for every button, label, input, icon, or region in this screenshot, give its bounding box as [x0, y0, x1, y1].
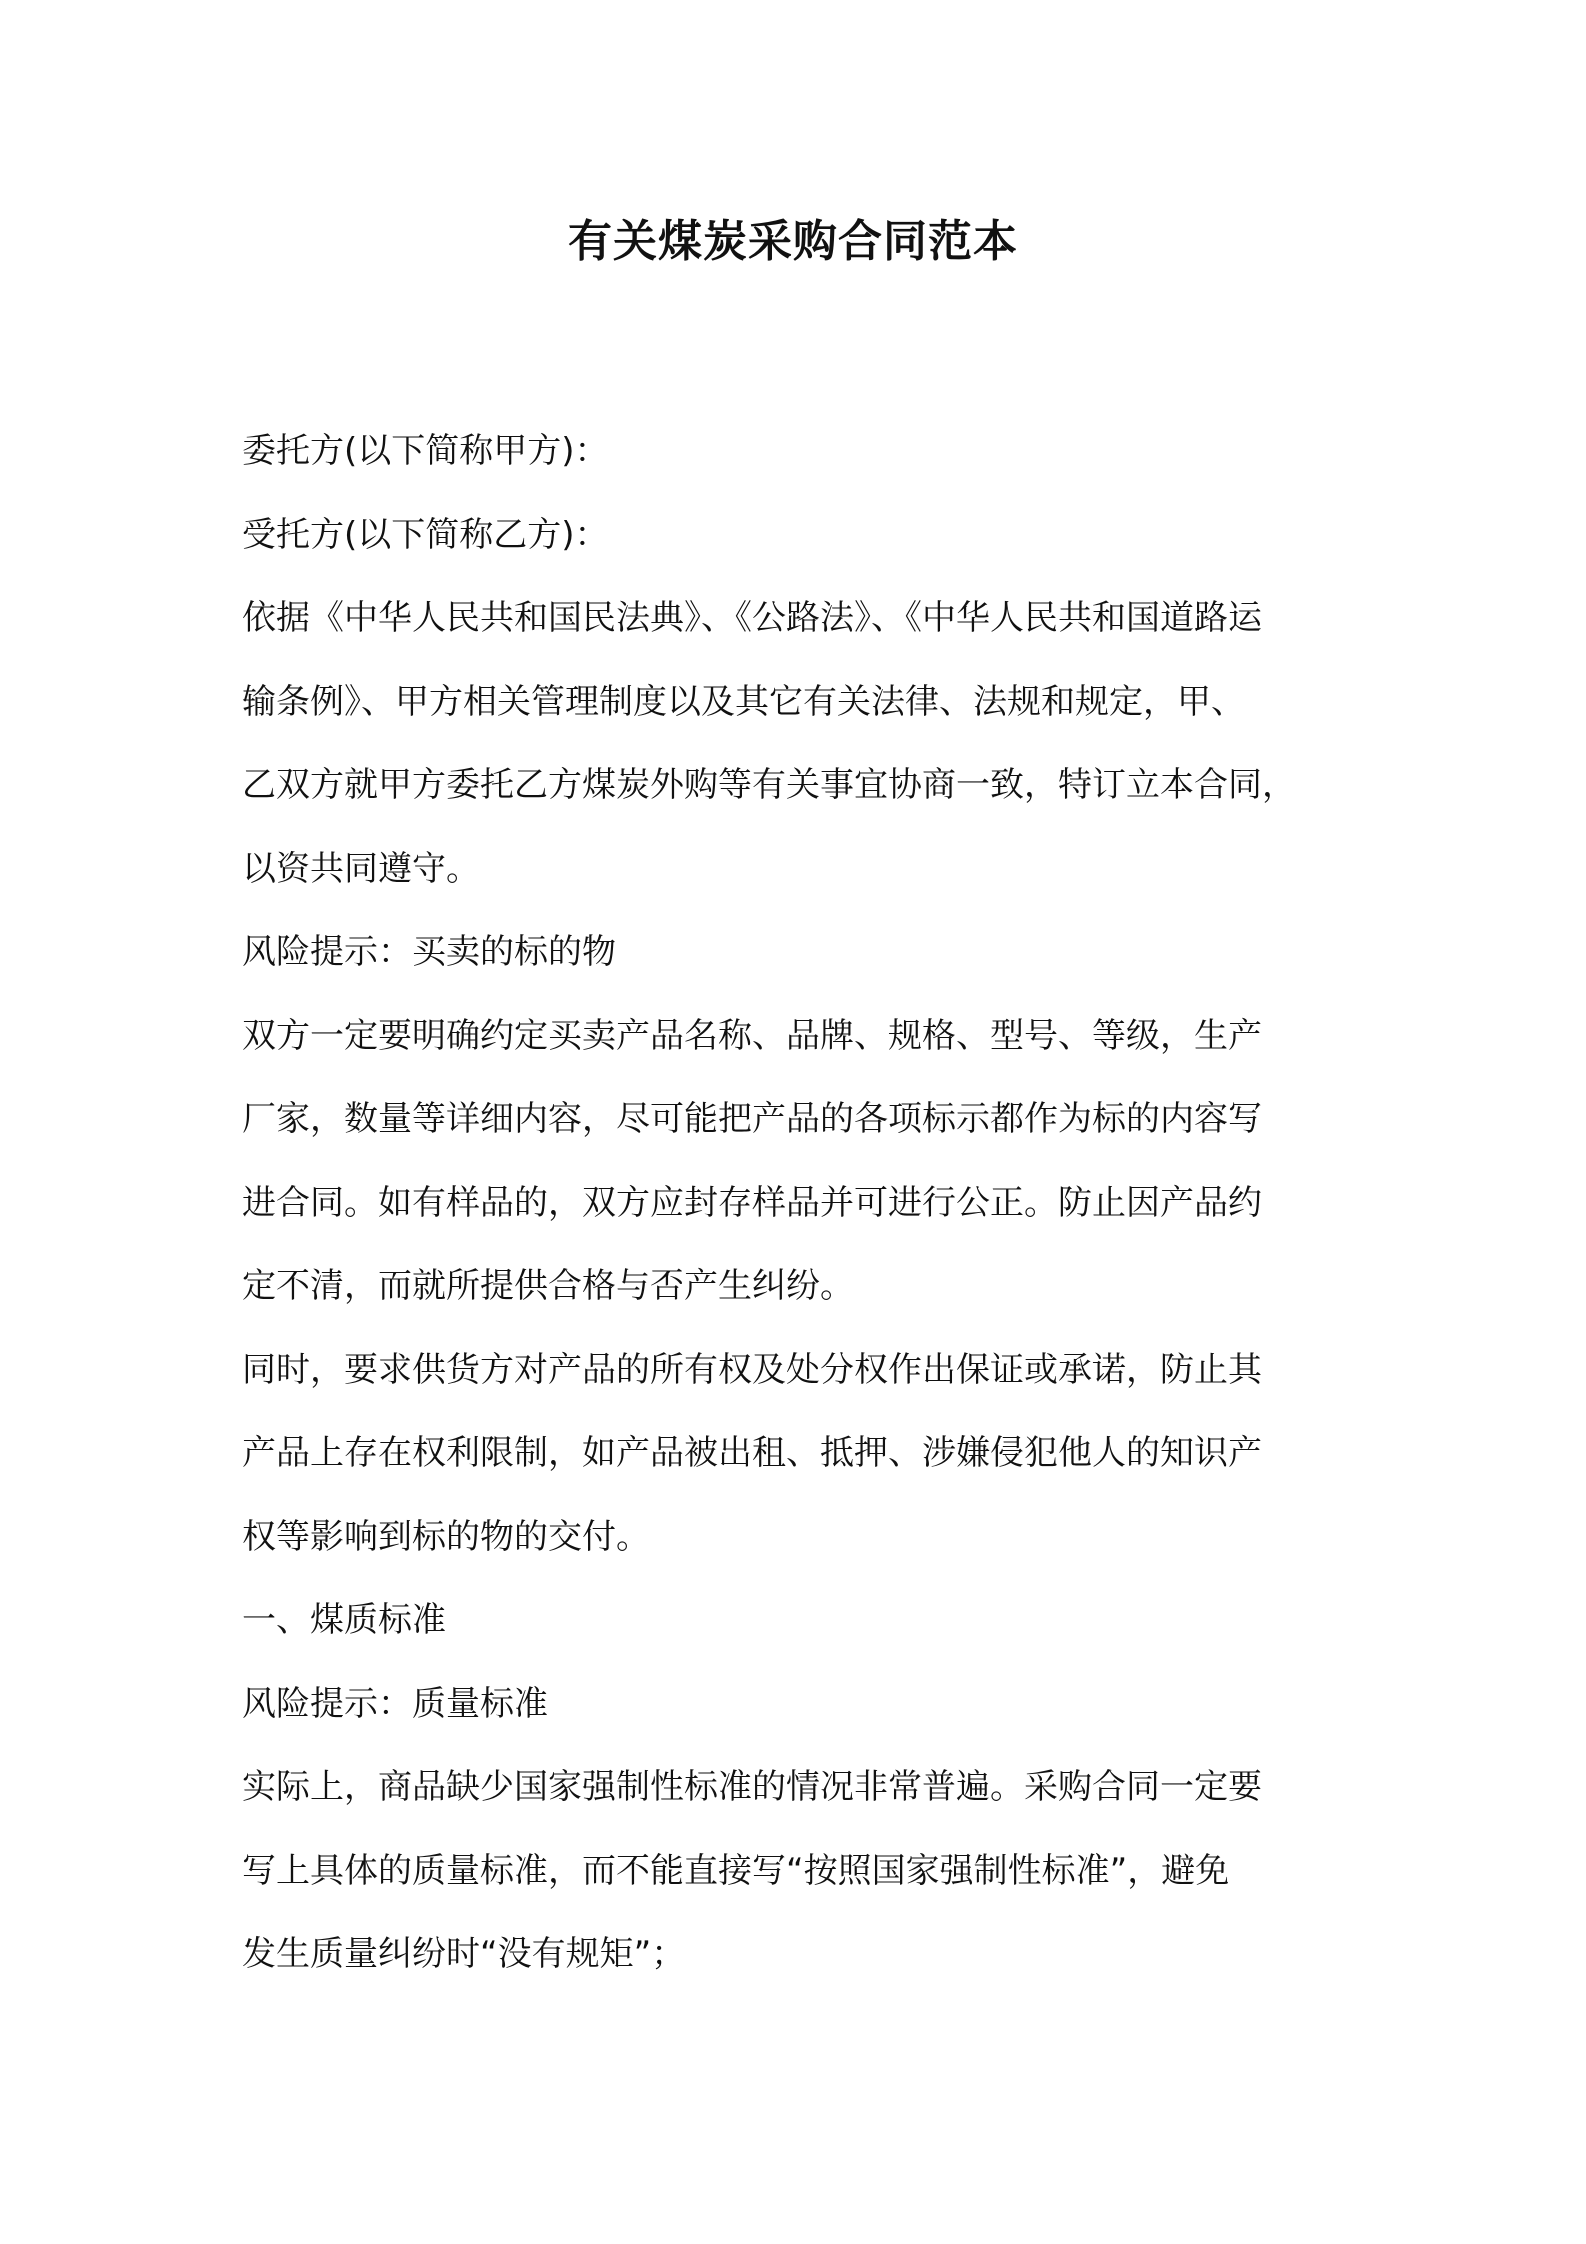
preamble-line-1: 依据《中华人民共和国民法典》、《公路法》、《中华人民共和国道路运 — [242, 598, 1262, 638]
party-a-line: 委托方(以下简称甲方)： — [242, 431, 609, 471]
subject-paragraph-line-3: 进合同。如有样品的，双方应封存样品并可进行公正。防止因产品约 — [242, 1182, 1262, 1223]
section-1-heading: 一、煤质标准 — [242, 1600, 446, 1640]
subject-paragraph-line-4: 定不清，而就所提供合格与否产生纠纷。 — [242, 1266, 854, 1306]
preamble-line-2: 输条例》、甲方相关管理制度以及其它有关法律、法规和规定，甲、 — [242, 681, 1245, 722]
quality-paragraph-line-3: 发生质量纠纷时“没有规矩”； — [242, 1934, 686, 1974]
quality-paragraph-line-1: 实际上，商品缺少国家强制性标准的情况非常普遍。采购合同一定要 — [242, 1767, 1262, 1807]
preamble-line-4: 以资共同遵守。 — [242, 848, 480, 889]
party-b-line: 受托方(以下简称乙方)： — [242, 514, 609, 555]
subject-paragraph-line-1: 双方一定要明确约定买卖产品名称、品牌、规格、型号、等级，生产 — [242, 1015, 1262, 1056]
subject-paragraph-line-2: 厂家，数量等详细内容，尽可能把产品的各项标示都作为标的内容写 — [242, 1099, 1262, 1139]
quality-paragraph-line-2: 写上具体的质量标准，而不能直接写“按照国家强制性标准”，避免 — [242, 1850, 1230, 1891]
risk-tip-quality-heading: 风险提示：质量标准 — [242, 1683, 548, 1724]
ownership-paragraph-line-1: 同时，要求供货方对产品的所有权及处分权作出保证或承诺，防止其 — [242, 1349, 1262, 1390]
ownership-paragraph-line-3: 权等影响到标的物的交付。 — [242, 1516, 650, 1557]
document-title: 有关煤炭采购合同范本 — [568, 216, 1018, 267]
document-body — [242, 410, 1352, 1997]
preamble-line-3: 乙双方就甲方委托乙方煤炭外购等有关事宜协商一致，特订立本合同， — [242, 765, 1296, 805]
risk-tip-subject-heading: 风险提示：买卖的标的物 — [242, 932, 616, 972]
ownership-paragraph-line-2: 产品上存在权利限制，如产品被出租、抵押、涉嫌侵犯他人的知识产 — [242, 1433, 1262, 1473]
